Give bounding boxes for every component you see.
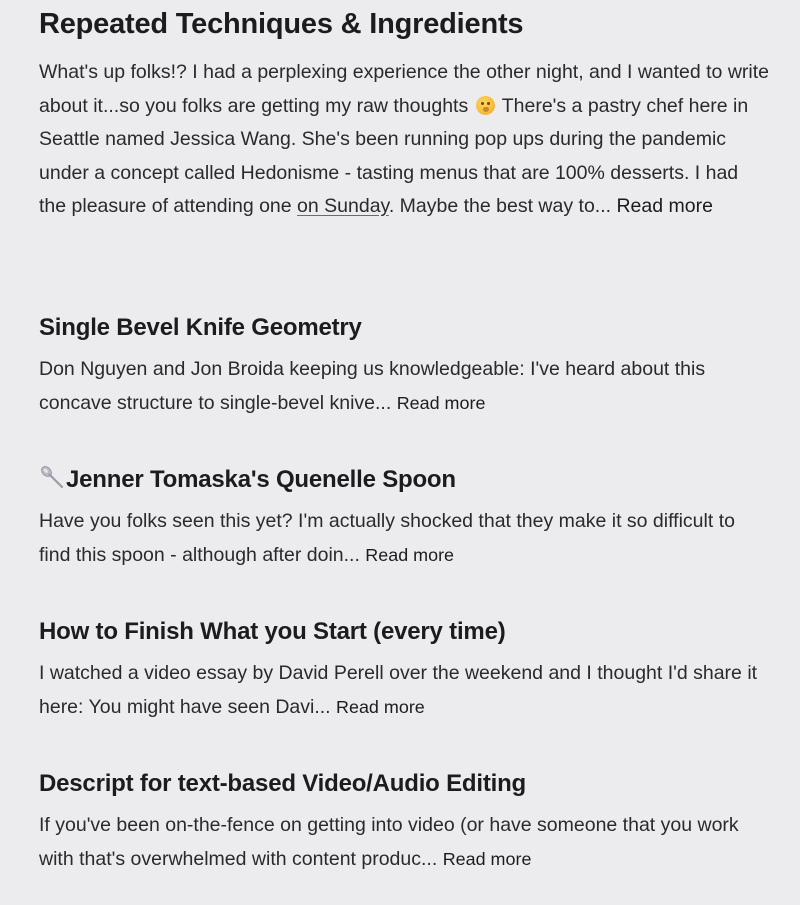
read-more-link[interactable]: Read more	[616, 195, 713, 217]
post-excerpt	[39, 504, 769, 572]
spoon-icon	[39, 464, 65, 490]
post-title[interactable]: Single Bevel Knife Geometry	[39, 314, 362, 341]
excerpt-text: I watched a video essay by David Perell over the weekend and I thought I'd share it here: You might have seen Davi...	[39, 662, 758, 718]
read-more-link[interactable]: Read more	[336, 697, 425, 717]
post-excerpt	[39, 56, 769, 224]
post-card	[39, 766, 769, 876]
excerpt-text: What's up folks!? I had a perplexing experience the other night, and I wanted to write about it...so you folks are getting my raw thoughts	[39, 61, 769, 117]
excerpt-text: Have you folks seen this yet? I'm actually shocked that they make it so difficult to find this spoon - although after doin...	[39, 510, 735, 566]
post-title[interactable]: Repeated Techniques & Ingredients	[39, 8, 524, 40]
excerpt-text: . Maybe the best way to...	[388, 195, 617, 217]
excerpt-text: Don Nguyen and Jon Broida keeping us knowledgeable: I've heard about this concave structure to single-bevel knive...	[39, 358, 706, 414]
excerpt-text: If you've been on-the-fence on getting into video (or have someone that you work with that's overwhelmed with content produc...	[39, 814, 739, 870]
excerpt-text: There's a pastry chef here in Seattle named Jessica Wang. She's been running pop ups during the pandemic under a concept called Hedonisme - tasting menus that are 100% desserts. I had the pleasure of attending one	[39, 94, 749, 217]
post-card	[39, 4, 769, 224]
read-more-link[interactable]: Read more	[365, 545, 455, 565]
inline-link[interactable]: on Sunday	[297, 195, 389, 217]
post-card	[39, 614, 769, 724]
post-title[interactable]: Descript for text-based Video/Audio Editing	[39, 770, 527, 797]
post-excerpt	[39, 352, 769, 420]
post-title-row[interactable]	[39, 462, 769, 498]
thinking-face-icon	[476, 96, 495, 115]
post-card	[39, 462, 769, 572]
read-more-link[interactable]: Read more	[442, 849, 532, 869]
post-title: Jenner Tomaska's Quenelle Spoon	[66, 466, 456, 493]
post-excerpt	[39, 808, 769, 876]
post-title[interactable]: How to Finish What you Start (every time)	[39, 618, 506, 645]
post-card	[39, 310, 769, 420]
post-excerpt	[39, 656, 769, 724]
read-more-link[interactable]: Read more	[396, 393, 486, 413]
